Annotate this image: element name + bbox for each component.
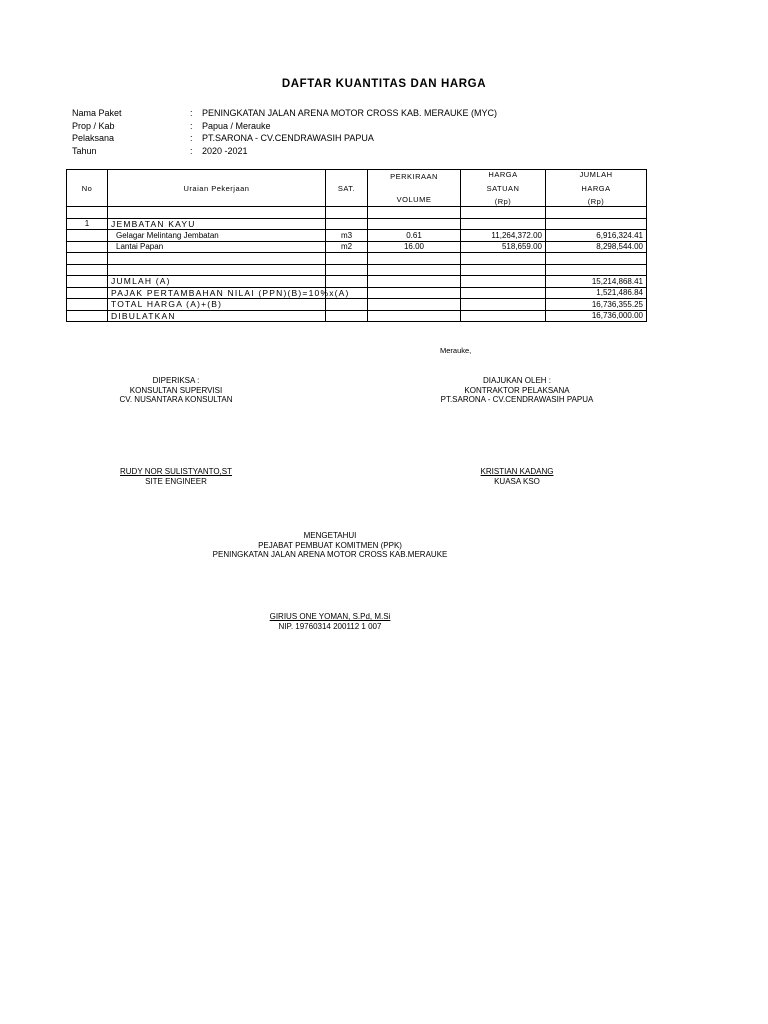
info-value: Papua / Merauke xyxy=(202,120,271,131)
header-no: No xyxy=(67,170,108,207)
item-sat: m2 xyxy=(326,241,368,253)
total-value-total: 16,736,355.25 xyxy=(546,299,647,311)
table-header-row xyxy=(67,170,647,207)
item-jumlah: 6,916,324.41 xyxy=(546,230,647,242)
header-harga xyxy=(461,170,546,207)
header-volume-top: PERKIRAAN xyxy=(390,172,438,181)
header-jumlah-l2: HARGA xyxy=(581,183,611,193)
checked-signatory xyxy=(76,467,276,486)
info-row-prop xyxy=(72,120,497,133)
acknowledged-signatory xyxy=(180,612,480,631)
table-row-total xyxy=(67,299,647,311)
table-row xyxy=(67,230,647,242)
item-volume: 16.00 xyxy=(368,241,461,253)
total-label-jumlah: JUMLAH (A) xyxy=(108,276,326,288)
acknowledged-line2: PEJABAT PEMBUAT KOMITMEN (PPK) xyxy=(258,540,402,550)
table-row-empty xyxy=(67,207,647,219)
header-volume xyxy=(368,170,461,207)
checked-role: SITE ENGINEER xyxy=(145,476,207,486)
header-jumlah xyxy=(546,170,647,207)
submitted-line2: KONTRAKTOR PELAKSANA xyxy=(464,385,570,395)
info-value: PT.SARONA - CV.CENDRAWASIH PAPUA xyxy=(202,133,374,143)
info-colon: : xyxy=(190,108,193,118)
header-uraian: Uraian Pekerjaan xyxy=(108,170,326,207)
checked-line3: CV. NUSANTARA KONSULTAN xyxy=(119,395,233,404)
header-harga-l1: HARGA xyxy=(488,170,518,179)
header-jumlah-l3: (Rp) xyxy=(587,197,605,206)
total-value-ppn: 1,521,486.84 xyxy=(546,287,647,299)
checked-name: RUDY NOR SULISTYANTO,ST xyxy=(119,467,233,476)
total-value-jumlah: 15,214,868.41 xyxy=(546,276,647,288)
table-row-total xyxy=(67,276,647,288)
header-harga-l3: (Rp) xyxy=(494,197,512,206)
table-row-empty xyxy=(67,253,647,265)
acknowledged-line3: PENINGKATAN JALAN ARENA MOTOR CROSS KAB.MERAUKE xyxy=(212,550,448,559)
acknowledged-nip: NIP. 19760314 200112 1 007 xyxy=(278,621,382,631)
info-colon: : xyxy=(190,133,193,143)
info-row-tahun xyxy=(72,145,497,158)
item-desc: Gelagar Melintang Jembatan xyxy=(108,230,326,242)
acknowledged-block xyxy=(180,531,480,560)
header-volume-bottom: VOLUME xyxy=(396,195,432,204)
info-row-pelaksana xyxy=(72,132,497,145)
quantity-price-table xyxy=(66,169,647,322)
info-label: Prop / Kab xyxy=(72,120,115,131)
checked-by-block xyxy=(76,376,276,405)
item-sat: m3 xyxy=(326,230,368,242)
checked-line2: KONSULTAN SUPERVISI xyxy=(129,385,223,395)
item-harga: 11,264,372.00 xyxy=(461,230,546,242)
item-harga: 518,659.00 xyxy=(461,241,546,253)
info-value: 2020 -2021 xyxy=(202,145,248,156)
info-label: Pelaksana xyxy=(72,133,115,143)
header-sat: SAT. xyxy=(326,170,368,207)
submitted-by-block xyxy=(412,376,622,405)
section-no: 1 xyxy=(67,218,108,230)
project-info xyxy=(72,107,497,157)
submitted-name: KRISTIAN KADANG xyxy=(480,467,554,476)
info-colon: : xyxy=(190,145,193,156)
info-row-paket xyxy=(72,107,497,120)
info-label: Tahun xyxy=(72,145,97,156)
table-row-total xyxy=(67,287,647,299)
total-value-dibulatkan: 16,736,000.00 xyxy=(546,310,647,322)
acknowledged-name: GIRIUS ONE YOMAN, S.Pd, M.Si xyxy=(269,612,391,621)
submitted-line3: PT.SARONA - CV.CENDRAWASIH PAPUA xyxy=(440,395,594,404)
header-jumlah-l1: JUMLAH xyxy=(579,170,613,179)
submitted-role: KUASA KSO xyxy=(494,476,540,486)
item-desc: Lantai Papan xyxy=(108,241,326,253)
checked-line1: DIPERIKSA : xyxy=(152,376,200,385)
header-harga-l2: SATUAN xyxy=(486,183,520,193)
table-row-section xyxy=(67,218,647,230)
total-label-dibulatkan: DIBULATKAN xyxy=(108,310,326,322)
total-label-ppn: PAJAK PERTAMBAHAN NILAI (PPN)(B)=10%x(A) xyxy=(108,287,326,299)
total-label-total: TOTAL HARGA (A)+(B) xyxy=(108,299,326,311)
info-colon: : xyxy=(190,120,193,131)
submitted-line1: DIAJUKAN OLEH : xyxy=(482,376,551,385)
item-volume: 0.61 xyxy=(368,230,461,242)
submitted-signatory xyxy=(412,467,622,486)
info-label: Nama Paket xyxy=(72,108,122,118)
acknowledged-line1: MENGETAHUI xyxy=(303,531,357,540)
table-row-total xyxy=(67,310,647,322)
table-row-empty xyxy=(67,264,647,276)
signing-place: Merauke, xyxy=(440,346,472,355)
table-row xyxy=(67,241,647,253)
document-title: DAFTAR KUANTITAS DAN HARGA xyxy=(281,78,487,90)
section-title: JEMBATAN KAYU xyxy=(108,218,326,230)
info-value: PENINGKATAN JALAN ARENA MOTOR CROSS KAB. MERAUKE (MYC) xyxy=(202,108,498,118)
item-jumlah: 8,298,544.00 xyxy=(546,241,647,253)
